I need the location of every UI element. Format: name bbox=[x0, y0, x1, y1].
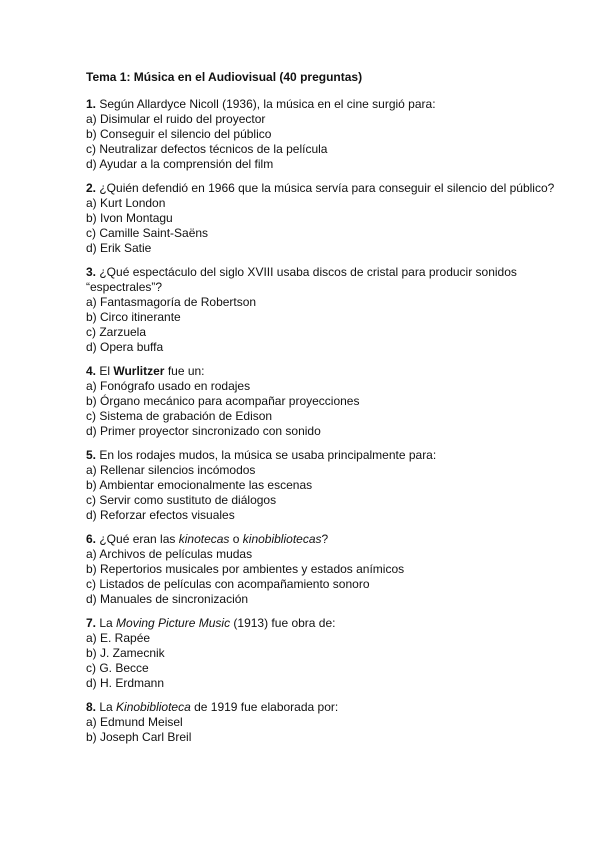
question-text bbox=[86, 700, 556, 715]
question-text-segment: Según Allardyce Nicoll (1936), la música en el cine surgió para: bbox=[96, 97, 436, 111]
question-text bbox=[86, 532, 556, 547]
answer-option: d) Manuales de sincronización bbox=[86, 592, 249, 606]
question-block bbox=[86, 700, 556, 745]
question-text-segment: ¿Qué eran las bbox=[96, 532, 179, 546]
answer-option: b) Ivon Montagu bbox=[86, 211, 173, 225]
answer-option: a) Fantasmagoría de Robertson bbox=[86, 295, 257, 309]
question-number: 3. bbox=[86, 265, 97, 279]
answer-option: a) Kurt London bbox=[86, 196, 166, 210]
answer-option: b) Repertorios musicales por ambientes y estados anímicos bbox=[86, 562, 405, 576]
italic-term: Moving Picture Music bbox=[116, 616, 231, 630]
question-number: 4. bbox=[86, 364, 97, 378]
answer-option: a) Edmund Meisel bbox=[86, 715, 183, 729]
question-text-segment: ? bbox=[321, 532, 329, 546]
answer-option: c) Camille Saint-Saëns bbox=[86, 226, 209, 240]
italic-term: kinobibliotecas bbox=[242, 532, 322, 546]
answer-option: c) Neutralizar defectos técnicos de la película bbox=[86, 142, 328, 156]
question-number: 6. bbox=[86, 532, 97, 546]
question-text-segment: de 1919 fue elaborada por: bbox=[190, 700, 339, 714]
question-block bbox=[86, 181, 556, 256]
question-text bbox=[86, 181, 556, 196]
answer-option: b) Conseguir el silencio del público bbox=[86, 127, 272, 141]
answer-option: b) Circo itinerante bbox=[86, 310, 181, 324]
answer-option: a) Fonógrafo usado en rodajes bbox=[86, 379, 251, 393]
answer-option: d) Erik Satie bbox=[86, 241, 152, 255]
question-number: 2. bbox=[86, 181, 97, 195]
question-block bbox=[86, 616, 556, 691]
answer-option: a) Disimular el ruido del proyector bbox=[86, 112, 266, 126]
answer-option: c) Servir como sustituto de diálogos bbox=[86, 493, 277, 507]
question-text-segment: o bbox=[229, 532, 243, 546]
italic-term: Kinobiblioteca bbox=[116, 700, 191, 714]
answer-option: c) G. Becce bbox=[86, 661, 149, 675]
question-text-segment: La bbox=[96, 616, 117, 630]
document-title: Tema 1: Música en el Audiovisual (40 preguntas) bbox=[86, 70, 363, 84]
answer-option: a) Rellenar silencios incómodos bbox=[86, 463, 256, 477]
answer-option: d) Reforzar efectos visuales bbox=[86, 508, 235, 522]
question-block bbox=[86, 532, 556, 607]
answer-option: b) Ambientar emocionalmente las escenas bbox=[86, 478, 313, 492]
question-text bbox=[86, 265, 556, 295]
bold-term: Wurlitzer bbox=[113, 364, 165, 378]
answer-option: c) Zarzuela bbox=[86, 325, 147, 339]
answer-option: b) Joseph Carl Breil bbox=[86, 730, 192, 744]
question-text bbox=[86, 364, 556, 379]
answer-option: b) Órgano mecánico para acompañar proyecciones bbox=[86, 394, 360, 408]
italic-term: kinotecas bbox=[178, 532, 230, 546]
answer-option: d) Opera buffa bbox=[86, 340, 164, 354]
question-block bbox=[86, 265, 556, 355]
question-text bbox=[86, 448, 556, 463]
question-number: 1. bbox=[86, 97, 97, 111]
question-list bbox=[86, 97, 556, 745]
question-number: 8. bbox=[86, 700, 97, 714]
question-block bbox=[86, 364, 556, 439]
question-block bbox=[86, 448, 556, 523]
question-text-segment: El bbox=[96, 364, 114, 378]
answer-option: d) Ayudar a la comprensión del film bbox=[86, 157, 274, 171]
question-text bbox=[86, 97, 556, 112]
answer-option: d) H. Erdmann bbox=[86, 676, 165, 690]
question-text-segment: La bbox=[96, 700, 117, 714]
question-text bbox=[86, 616, 556, 631]
question-block bbox=[86, 97, 556, 172]
question-text-segment: (1913) fue obra de: bbox=[230, 616, 336, 630]
answer-option: d) Primer proyector sincronizado con sonido bbox=[86, 424, 321, 438]
question-text-segment: ¿Qué espectáculo del siglo XVIII usaba discos de cristal para producir sonidos “espectrales”? bbox=[86, 265, 517, 294]
answer-option: c) Sistema de grabación de Edison bbox=[86, 409, 273, 423]
question-text-segment: fue un: bbox=[164, 364, 205, 378]
question-number: 5. bbox=[86, 448, 97, 462]
answer-option: a) Archivos de películas mudas bbox=[86, 547, 253, 561]
question-text-segment: ¿Quién defendió en 1966 que la música servía para conseguir el silencio del público? bbox=[96, 181, 555, 195]
answer-option: b) J. Zamecnik bbox=[86, 646, 165, 660]
answer-option: c) Listados de películas con acompañamiento sonoro bbox=[86, 577, 370, 591]
question-number: 7. bbox=[86, 616, 97, 630]
question-text-segment: En los rodajes mudos, la música se usaba principalmente para: bbox=[96, 448, 437, 462]
document-page bbox=[86, 70, 556, 754]
answer-option: a) E. Rapée bbox=[86, 631, 151, 645]
